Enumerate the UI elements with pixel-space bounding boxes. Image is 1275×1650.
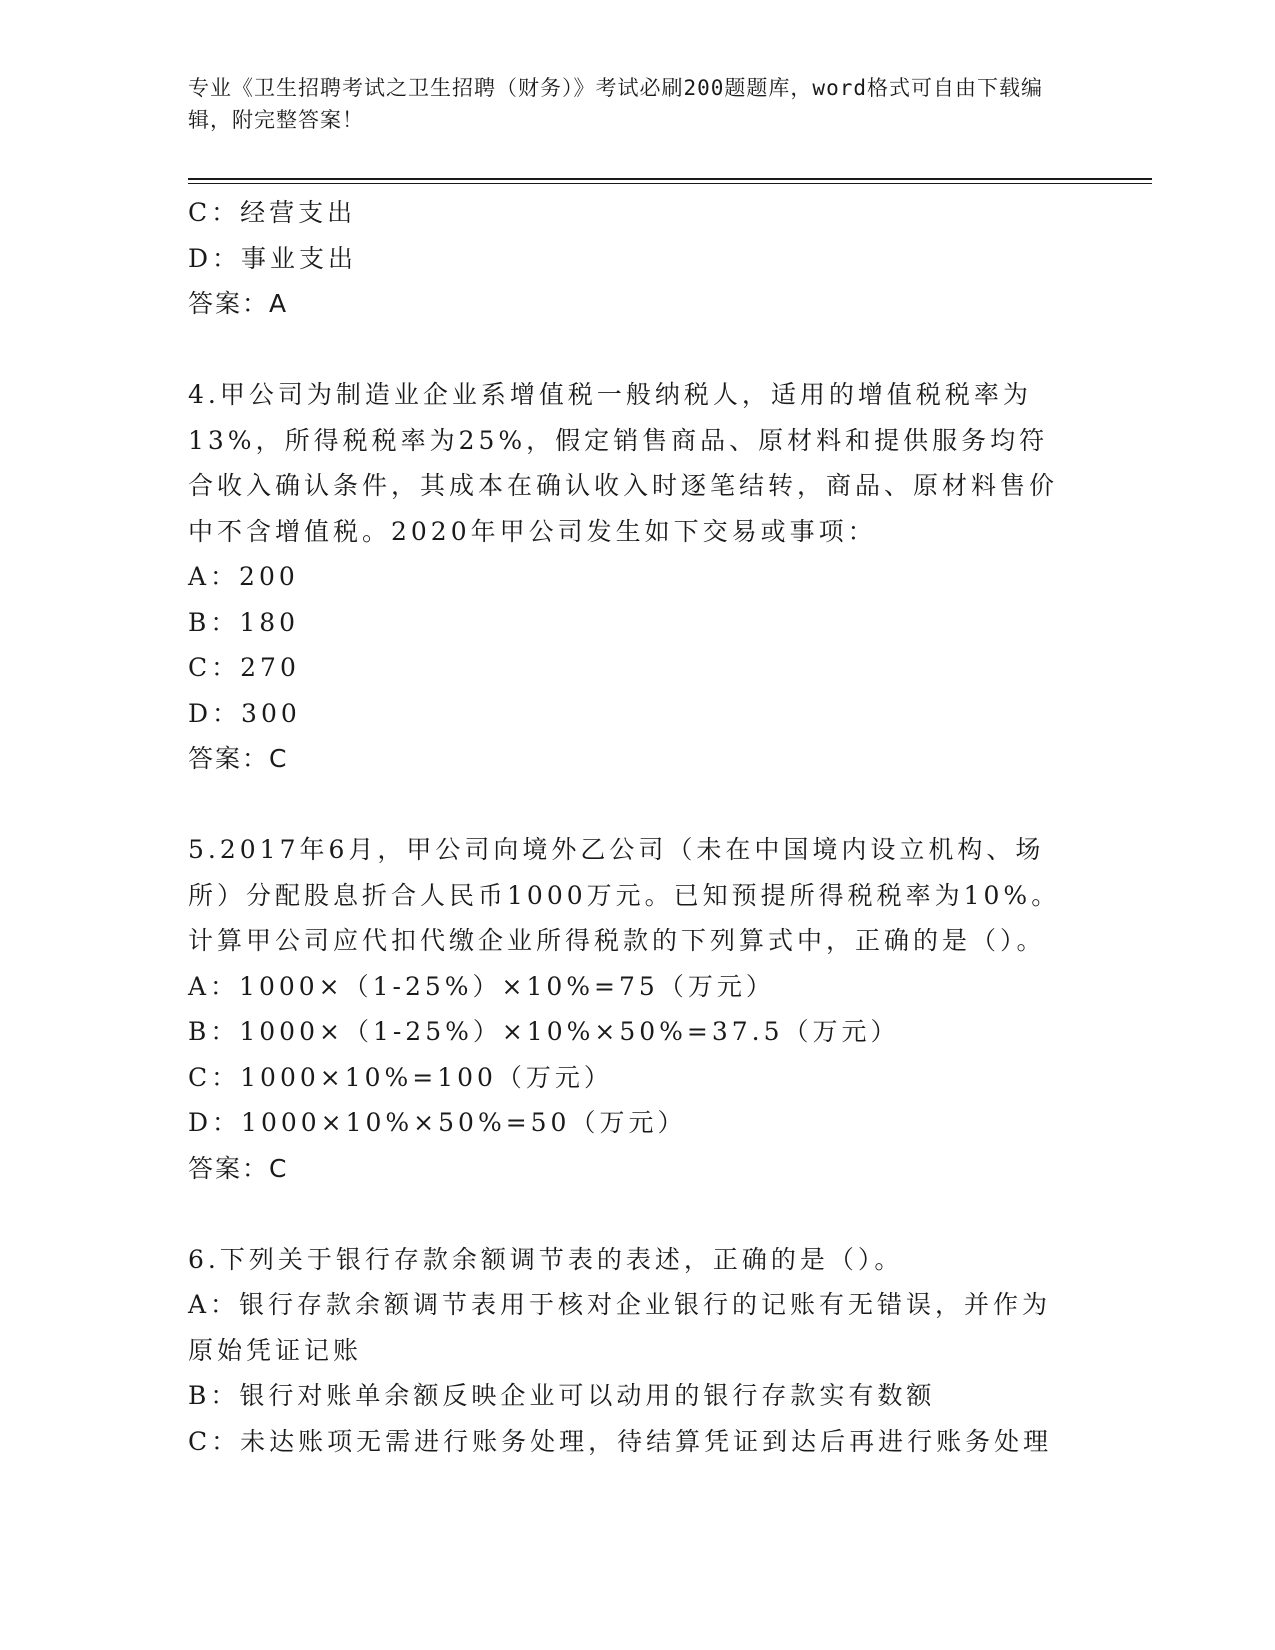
spacer — [188, 1191, 1088, 1237]
q4-option-c: C：270 — [188, 653, 300, 682]
header-rule-thick — [188, 178, 1152, 180]
q4-stem: 4.甲公司为制造业企业系增值税一般纳税人，适用的增值税税率为13%，所得税税率为25%，假定销售商品、原材料和提供服务均符合收入确认条件，其成本在确认收入时逐笔结转，商品、原材料售价中不含增值税。2020年甲公司发生如下交易或事项： — [188, 380, 1059, 546]
q3-answer: 答案：A — [188, 289, 289, 318]
spacer — [188, 327, 1088, 373]
q5-option-a: A：1000×（1-25%）×10%=75（万元） — [188, 971, 775, 1001]
q3-option-d: D：事业支出 — [188, 243, 358, 273]
q4-answer: 答案：C — [188, 744, 289, 773]
q6-option-a: A：银行存款余额调节表用于核对企业银行的记账有无错误，并作为原始凭证记账 — [188, 1290, 1052, 1365]
spacer — [188, 782, 1088, 828]
q5-option-b: B：1000×（1-25%）×10%×50%=37.5（万元） — [188, 1017, 900, 1046]
q6-option-c: C：未达账项无需进行账务处理，待结算凭证到达后再进行账务处理 — [188, 1426, 1053, 1456]
q3-option-c: C：经营支出 — [188, 198, 357, 227]
q5-answer: 答案：C — [188, 1153, 289, 1183]
q6-stem: 6.下列关于银行存款余额调节表的表述，正确的是（）。 — [188, 1244, 904, 1274]
q5-stem: 5.2017年6月，甲公司向境外乙公司（未在中国境内设立机构、场所）分配股息折合人民币1000万元。已知预提所得税税率为10%。计算甲公司应代扣代缴企业所得税款的下列算式中，正确的是（）。 — [188, 835, 1061, 955]
document-header: 专业《卫生招聘考试之卫生招聘（财务）》考试必刷200题题库，word格式可自由下载编辑，附完整答案！ — [188, 76, 1043, 132]
q6-option-b: B：银行对账单余额反映企业可以动用的银行存款实有数额 — [188, 1381, 936, 1410]
q4-option-d: D：300 — [188, 698, 301, 728]
question-5 — [188, 827, 1088, 1191]
q5-option-d: D：1000×10%×50%=50（万元） — [188, 1108, 687, 1137]
question-3 — [188, 190, 1088, 327]
document-body — [188, 190, 1088, 1464]
question-6 — [188, 1237, 1088, 1465]
q4-option-a: A：200 — [188, 562, 299, 591]
q5-option-c: C：1000×10%=100（万元） — [188, 1062, 613, 1092]
header-rule-thin — [188, 183, 1152, 184]
q4-option-b: B：180 — [188, 607, 300, 637]
question-4 — [188, 372, 1088, 782]
